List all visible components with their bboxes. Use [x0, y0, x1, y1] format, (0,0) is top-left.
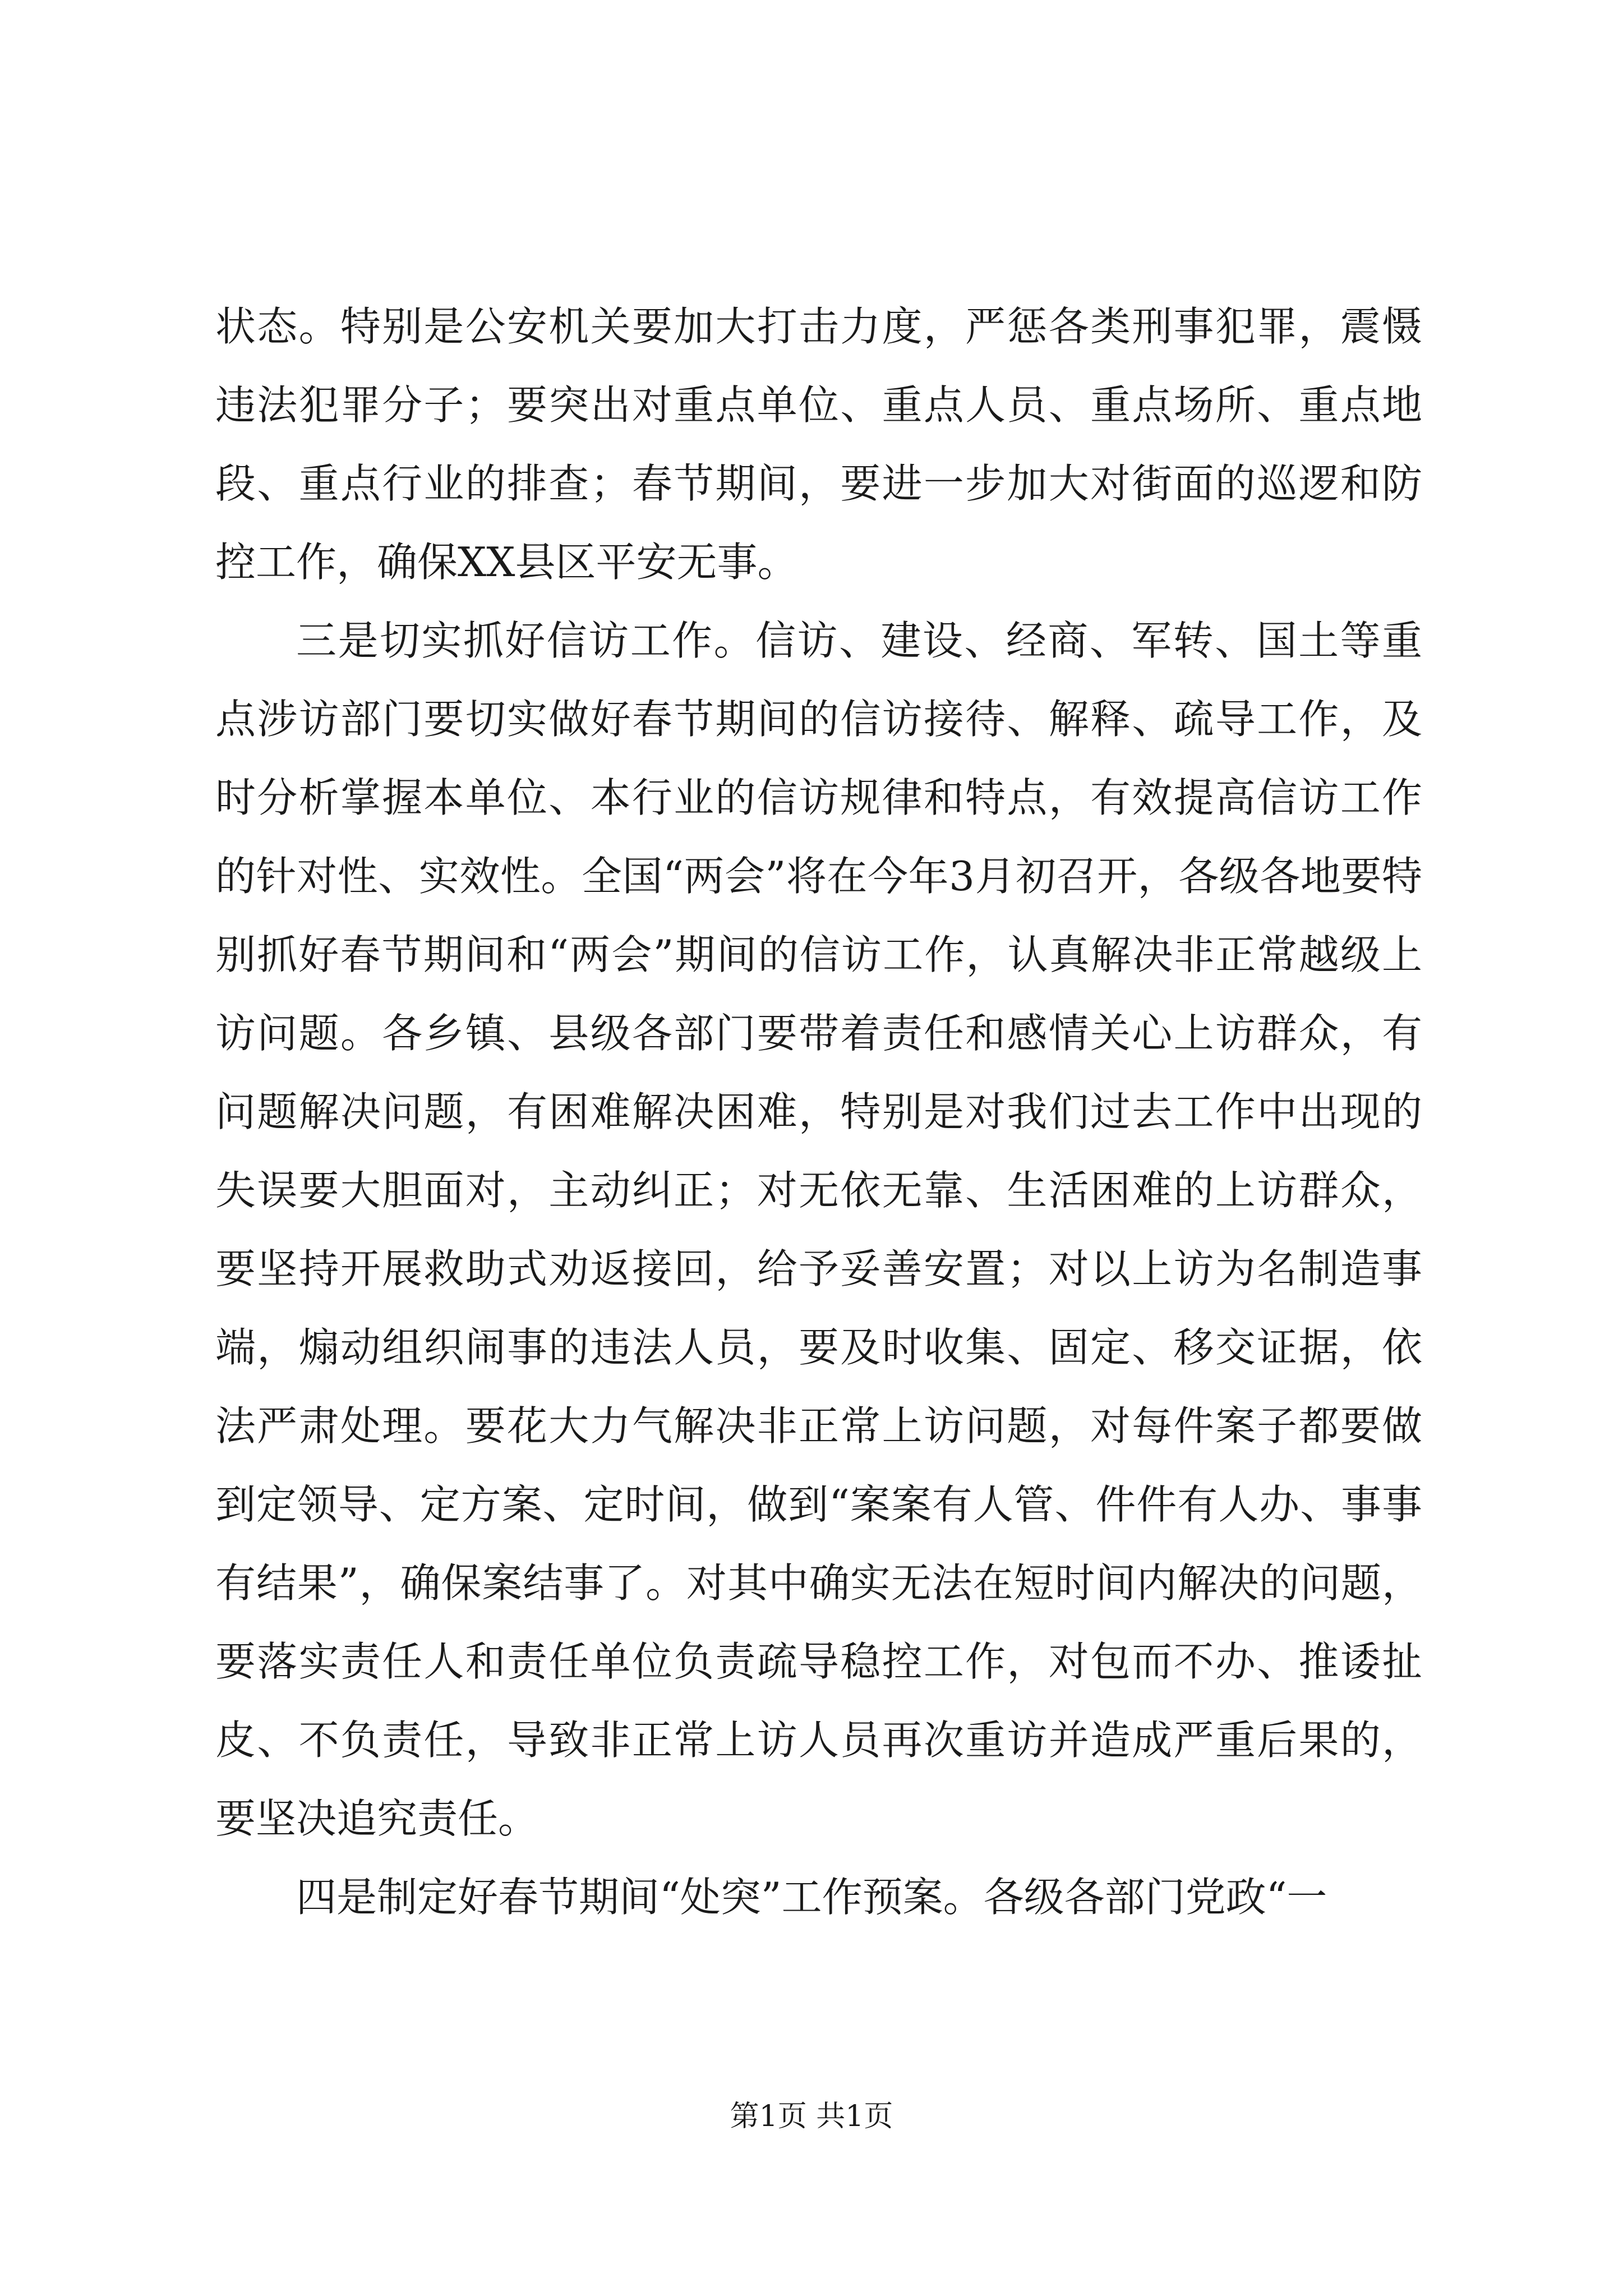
paragraph-continuation: 状态。特别是公安机关要加大打击力度，严惩各类刑事犯罪，震慑违法犯罪分子；要突出对重点单位、重点人员、重点场所、重点地段、重点行业的排查；春节期间，要进一步加大对街面的巡逻和防控工作，确保XX县区平安无事。	[215, 303, 1422, 586]
page-footer	[0, 2097, 1623, 2136]
document-body	[215, 287, 1422, 1936]
page-number-label: 第1页 共1页	[730, 2100, 893, 2133]
paragraph-emergency-plan: 四是制定好春节期间“处突”工作预案。各级各部门党政“一	[296, 1874, 1327, 1921]
paragraph-petition-work: 三是切实抓好信访工作。信访、建设、经商、军转、国土等重点涉访部门要切实做好春节期间的信访接待、解释、疏导工作，及时分析掌握本单位、本行业的信访规律和特点，有效提高信访工作的针对性、实效性。全国“两会”将在今年3月初召开，各级各地要特别抓好春节期间和“两会”期间的信访工作，认真解决非正常越级上访问题。各乡镇、县级各部门要带着责任和感情关心上访群众，有问题解决问题，有困难解决困难，特别是对我们过去工作中出现的失误要大胆面对，主动纠正；对无依无靠、生活困难的上访群众，要坚持开展救助式劝返接回，给予妥善安置；对以上访为名制造事端，煽动组织闹事的违法人员，要及时收集、固定、移交证据，依法严肃处理。要花大力气解决非正常上访问题，对每件案子都要做到定领导、定方案、定时间，做到“案案有人管、件件有人办、事事有结果”，确保案结事了。对其中确实无法在短时间内解决的问题，要落实责任人和责任单位负责疏导稳控工作，对包而不办、推诿扯皮、不负责任，导致非正常上访人员再次重访并造成严重后果的，要坚决追究责任。	[215, 617, 1422, 1842]
